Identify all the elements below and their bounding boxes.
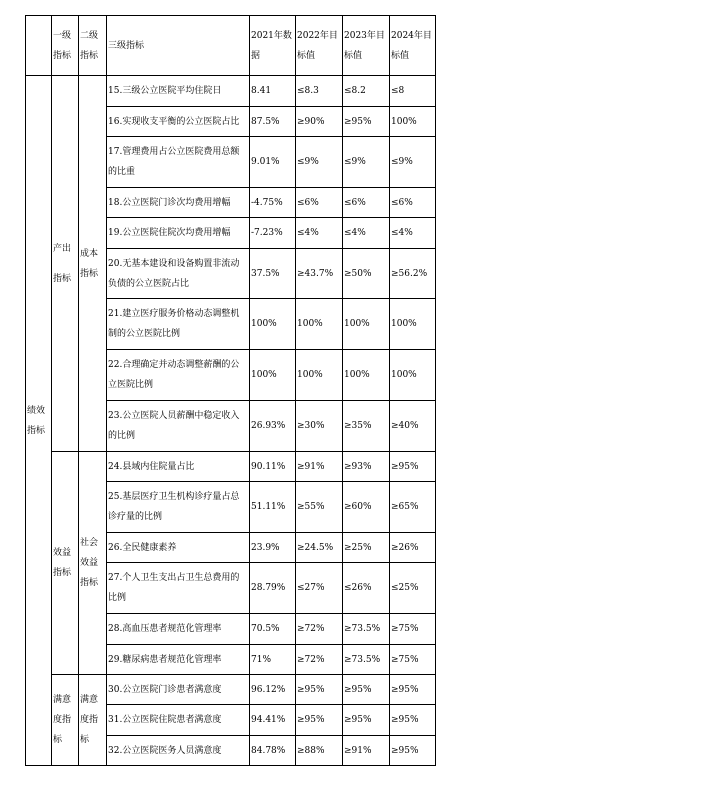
indicator-name: 27.个人卫生支出占卫生总费用的比例 (107, 563, 250, 614)
value-2022: ≥91% (296, 452, 343, 482)
value-2024: ≥26% (390, 533, 436, 563)
indicator-name: 24.县域内住院量占比 (107, 452, 250, 482)
value-2021: 84.78% (250, 736, 296, 766)
value-2022: ≤27% (296, 563, 343, 614)
value-2022: ≥95% (296, 675, 343, 705)
value-2022: 100% (296, 299, 343, 350)
value-2023: 100% (343, 350, 390, 401)
value-2023: ≥35% (343, 401, 390, 452)
header-level3: 三级指标 (107, 16, 250, 76)
value-2022: ≥90% (296, 107, 343, 137)
value-2024: ≥95% (390, 452, 436, 482)
value-2023: ≤4% (343, 218, 390, 249)
value-2022: ≤6% (296, 188, 343, 218)
group-benefit-indicator: 效益指标 (52, 452, 79, 675)
value-2023: ≥95% (343, 705, 390, 736)
value-2023: 100% (343, 299, 390, 350)
indicator-name: 32.公立医院医务人员满意度 (107, 736, 250, 766)
header-2024: 2024年目标值 (390, 16, 436, 76)
value-2021: 70.5% (250, 614, 296, 645)
value-2021: 28.79% (250, 563, 296, 614)
indicator-name: 30.公立医院门诊患者满意度 (107, 675, 250, 705)
indicator-name: 26.全民健康素养 (107, 533, 250, 563)
value-2022: ≥55% (296, 482, 343, 533)
value-2024: ≥95% (390, 675, 436, 705)
value-2023: ≤26% (343, 563, 390, 614)
value-2024: 100% (390, 350, 436, 401)
value-2023: ≥91% (343, 736, 390, 766)
indicator-name: 29.糖尿病患者规范化管理率 (107, 645, 250, 675)
header-level2: 二级指标 (79, 16, 107, 76)
value-2023: ≥25% (343, 533, 390, 563)
indicator-name: 16.实现收支平衡的公立医院占比 (107, 107, 250, 137)
value-2022: ≥88% (296, 736, 343, 766)
value-2023: ≥60% (343, 482, 390, 533)
table-header-row (26, 16, 436, 76)
value-2022: ≥30% (296, 401, 343, 452)
indicator-name: 19.公立医院住院次均费用增幅 (107, 218, 250, 249)
value-2022: ≤8.3 (296, 76, 343, 107)
value-2023: ≤9% (343, 137, 390, 188)
value-2021: -4.75% (250, 188, 296, 218)
value-2024: ≥75% (390, 645, 436, 675)
table-row (26, 76, 436, 107)
value-2021: 26.93% (250, 401, 296, 452)
value-2023: ≥73.5% (343, 614, 390, 645)
value-2021: 87.5% (250, 107, 296, 137)
table-row (26, 452, 436, 482)
value-2024: ≥65% (390, 482, 436, 533)
indicator-name: 25.基层医疗卫生机构诊疗量占总诊疗量的比例 (107, 482, 250, 533)
value-2021: 8.41 (250, 76, 296, 107)
value-2023: ≥95% (343, 107, 390, 137)
indicator-name: 15.三级公立医院平均住院日 (107, 76, 250, 107)
value-2021: 71% (250, 645, 296, 675)
value-2022: ≥72% (296, 614, 343, 645)
indicator-name: 21.建立医疗服务价格动态调整机制的公立医院比例 (107, 299, 250, 350)
value-2021: 90.11% (250, 452, 296, 482)
performance-indicator-table (25, 15, 436, 766)
header-2023: 2023年目标值 (343, 16, 390, 76)
value-2024: ≤8 (390, 76, 436, 107)
group-social-benefit-indicator: 社会效益指标 (79, 452, 107, 675)
value-2024: 100% (390, 107, 436, 137)
header-2021: 2021年数据 (250, 16, 296, 76)
value-2023: ≥93% (343, 452, 390, 482)
indicator-name: 28.高血压患者规范化管理率 (107, 614, 250, 645)
value-2024: ≤9% (390, 137, 436, 188)
value-2021: 96.12% (250, 675, 296, 705)
indicator-name: 31.公立医院住院患者满意度 (107, 705, 250, 736)
indicator-name: 18.公立医院门诊次均费用增幅 (107, 188, 250, 218)
value-2023: ≥95% (343, 675, 390, 705)
value-2022: ≥95% (296, 705, 343, 736)
value-2021: 37.5% (250, 249, 296, 299)
group-satisfaction-indicator-level2: 满意度指标 (79, 675, 107, 766)
value-2024: ≥40% (390, 401, 436, 452)
value-2024: ≤4% (390, 218, 436, 249)
header-blank (26, 16, 52, 76)
group-output-indicator: 产出指标 (52, 76, 79, 452)
value-2023: ≥50% (343, 249, 390, 299)
value-2024: ≤6% (390, 188, 436, 218)
value-2024: ≥95% (390, 705, 436, 736)
indicator-name: 23.公立医院人员薪酬中稳定收入的比例 (107, 401, 250, 452)
value-2021: 100% (250, 299, 296, 350)
value-2023: ≥73.5% (343, 645, 390, 675)
header-level1: 一级指标 (52, 16, 79, 76)
value-2021: 51.11% (250, 482, 296, 533)
value-2021: 9.01% (250, 137, 296, 188)
value-2024: 100% (390, 299, 436, 350)
group-performance-indicator: 绩效指标 (26, 76, 52, 766)
value-2021: 23.9% (250, 533, 296, 563)
value-2022: ≤4% (296, 218, 343, 249)
value-2023: ≤6% (343, 188, 390, 218)
value-2022: ≥43.7% (296, 249, 343, 299)
indicator-name: 17.管理费用占公立医院费用总额的比重 (107, 137, 250, 188)
value-2024: ≤25% (390, 563, 436, 614)
indicator-name: 22.合理确定并动态调整薪酬的公立医院比例 (107, 350, 250, 401)
value-2024: ≥95% (390, 736, 436, 766)
indicator-name: 20.无基本建设和设备购置非流动负债的公立医院占比 (107, 249, 250, 299)
value-2023: ≤8.2 (343, 76, 390, 107)
value-2022: ≥72% (296, 645, 343, 675)
value-2024: ≥56.2% (390, 249, 436, 299)
table-row (26, 675, 436, 705)
value-2021: 100% (250, 350, 296, 401)
value-2024: ≥75% (390, 614, 436, 645)
group-satisfaction-indicator: 满意度指标 (52, 675, 79, 766)
value-2022: ≥24.5% (296, 533, 343, 563)
group-cost-indicator: 成本指标 (79, 76, 107, 452)
value-2021: 94.41% (250, 705, 296, 736)
header-2022: 2022年目标值 (296, 16, 343, 76)
value-2022: ≤9% (296, 137, 343, 188)
value-2022: 100% (296, 350, 343, 401)
value-2021: -7.23% (250, 218, 296, 249)
